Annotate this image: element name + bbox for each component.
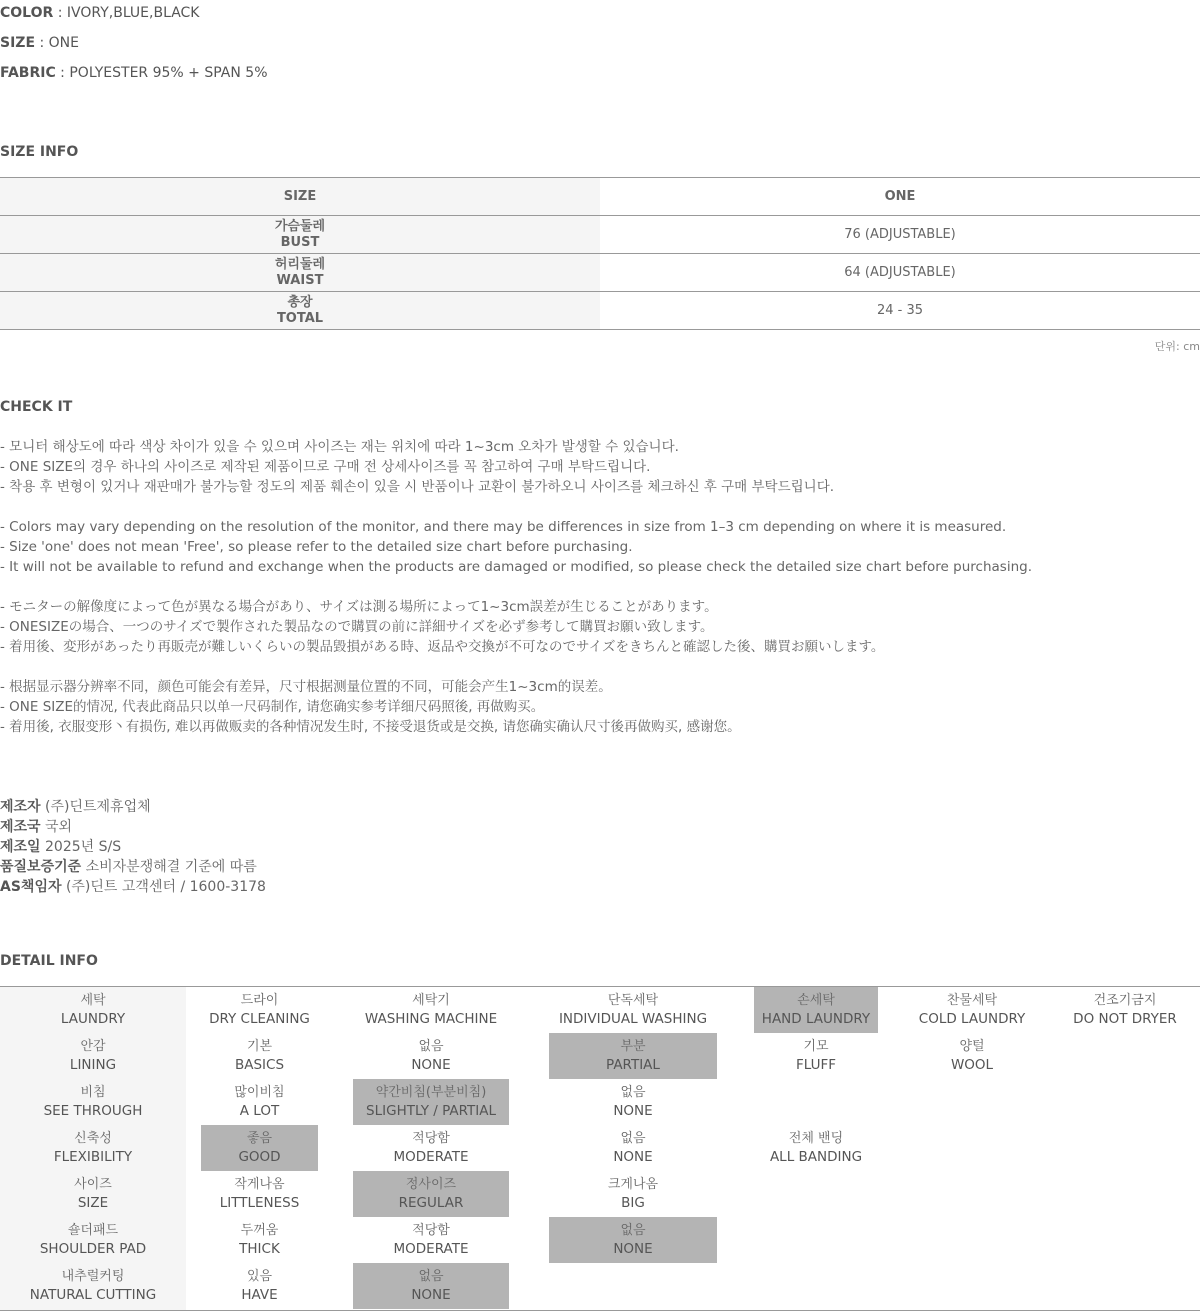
detail-en-label: BASICS (234, 1057, 285, 1073)
detail-row-label (0, 1171, 186, 1217)
detail-ko-label: 내추럴커팅 (61, 1269, 125, 1284)
detail-ko-label: 적당함 (412, 1223, 450, 1238)
note-line: - ONE SIZE的情况, 代表此商品只以单一尺码制作, 请您确实参考详细尺码照後, 再做购买。 (0, 699, 545, 715)
maker-line (0, 817, 266, 837)
detail-en-label: INDIVIDUAL WASHING (558, 1011, 708, 1027)
detail-en-label: LINING (69, 1057, 117, 1073)
detail-ko-label: 전체 밴딩 (788, 1131, 844, 1146)
detail-en-label: DO NOT DRYER (1073, 1011, 1177, 1027)
detail-en-label: NONE (613, 1241, 653, 1257)
detail-option (201, 1263, 318, 1309)
notes-english (0, 517, 1032, 577)
notes-japanese (0, 597, 884, 657)
spec-value: : IVORY,BLUE,BLACK (53, 5, 200, 21)
detail-ko-label: 크게나옴 (607, 1177, 659, 1192)
detail-option (353, 1125, 509, 1171)
detail-option (894, 1033, 1050, 1079)
detail-en-label: NONE (411, 1287, 451, 1303)
measure-en: WAIST (276, 272, 324, 288)
detail-ko-label: 없음 (620, 1131, 646, 1146)
spec-label: SIZE (0, 35, 36, 51)
detail-info-table (0, 986, 1200, 1311)
size-info-title: SIZE INFO (0, 144, 79, 160)
maker-value: (주)딘트제휴업체 (40, 799, 151, 815)
unit-note: 단위: cm (1154, 340, 1200, 353)
detail-ko-label: 세탁기 (412, 993, 450, 1008)
notes-chinese (0, 677, 741, 737)
manufacturer-info (0, 797, 266, 897)
maker-line (0, 877, 266, 897)
detail-row-label (0, 987, 186, 1033)
detail-option-selected (549, 1033, 717, 1079)
detail-ko-label: 없음 (418, 1269, 444, 1284)
spec-color (0, 3, 199, 23)
spec-value: : POLYESTER 95% + SPAN 5% (55, 65, 268, 81)
note-line: - ONE SIZE의 경우 하나의 사이즈로 제작된 제품이므로 구매 전 상세사이즈를 꼭 참고하여 구매 부탁드립니다. (0, 459, 651, 475)
detail-ko-label: 적당함 (412, 1131, 450, 1146)
detail-option (894, 987, 1050, 1033)
spec-value: : ONE (35, 35, 79, 51)
detail-option (549, 1171, 717, 1217)
size-table-header (0, 178, 1200, 216)
detail-en-label: HAVE (241, 1287, 278, 1303)
measure-label (0, 254, 600, 291)
measure-ko: 가슴둘레 (274, 218, 326, 234)
maker-value: 국외 (40, 819, 73, 835)
note-line: - Colors may vary depending on the resolution of the monitor, and there may be differences in size from 1–3 cm depending on where it is measured. (0, 519, 1007, 535)
detail-row-label (0, 1217, 186, 1263)
measure-value: 76 (ADJUSTABLE) (844, 227, 956, 242)
detail-ko-label: 양털 (959, 1039, 985, 1054)
detail-ko-label: 숄더패드 (67, 1223, 119, 1238)
detail-ko-label: 세탁 (80, 993, 106, 1008)
detail-en-label: WASHING MACHINE (364, 1011, 498, 1027)
detail-en-label: NONE (411, 1057, 451, 1073)
detail-en-label: GOOD (238, 1149, 281, 1165)
detail-ko-label: 단독세탁 (607, 993, 659, 1008)
detail-en-label: MODERATE (393, 1241, 469, 1257)
size-row-waist (0, 254, 1200, 292)
note-line: - モニターの解像度によって色が異なる場合があり、サイズは測る場所によって1~3cm誤差が生じることがあります。 (0, 599, 718, 615)
detail-option-selected (201, 1125, 318, 1171)
detail-en-label: SEE THROUGH (43, 1103, 143, 1119)
detail-ko-label: 비침 (80, 1085, 106, 1100)
detail-en-label: NONE (613, 1103, 653, 1119)
detail-ko-label: 많이비침 (234, 1085, 285, 1100)
detail-ko-label: 없음 (418, 1039, 444, 1054)
detail-row-label (0, 1263, 186, 1309)
spec-label: COLOR (0, 5, 54, 21)
detail-en-label: WOOL (950, 1057, 994, 1073)
detail-en-label: DRY CLEANING (209, 1011, 310, 1027)
maker-line (0, 857, 266, 877)
detail-ko-label: 안감 (80, 1039, 106, 1054)
detail-ko-label: 기모 (803, 1039, 829, 1054)
detail-option (353, 987, 509, 1033)
detail-ko-label: 두꺼움 (240, 1223, 279, 1238)
measure-en: BUST (280, 234, 320, 250)
detail-option (353, 1217, 509, 1263)
detail-ko-label: 없음 (620, 1223, 646, 1238)
note-line: - It will not be available to refund and exchange when the products are damaged or modified, so please check the detailed size chart before purchasing. (0, 559, 1032, 575)
measure-value: 64 (ADJUSTABLE) (844, 265, 956, 280)
detail-option-selected (353, 1171, 509, 1217)
detail-row-label (0, 1079, 186, 1125)
spec-label: FABRIC (0, 65, 56, 81)
maker-key: AS책임자 (0, 879, 62, 895)
detail-option-selected (549, 1217, 717, 1263)
detail-en-label: NONE (613, 1149, 653, 1165)
detail-ko-label: 약간비침(부분비침) (375, 1085, 487, 1100)
detail-en-label: PARTIAL (606, 1057, 660, 1073)
detail-ko-label: 없음 (620, 1085, 646, 1100)
check-it-title: CHECK IT (0, 399, 73, 415)
detail-option-selected (353, 1263, 509, 1309)
detail-option (549, 1125, 717, 1171)
detail-option (549, 987, 717, 1033)
detail-en-label: NATURAL CUTTING (29, 1287, 157, 1303)
detail-option (353, 1033, 509, 1079)
detail-option (201, 1217, 318, 1263)
note-line: - ONESIZEの場合、一つのサイズで製作された製品なので購買の前に詳細サイズを必ず参考して購買お願い致します。 (0, 619, 714, 635)
detail-option (549, 1079, 717, 1125)
detail-ko-label: 작게나옴 (234, 1177, 285, 1192)
note-line: - 着用後、変形があったり再販売が難しいくらいの製品毀損がある時、返品や交換が不可なのでサイズをきちんと確認した後、購買お願いします。 (0, 639, 885, 655)
detail-ko-label: 사이즈 (74, 1177, 112, 1192)
measure-label (0, 216, 600, 253)
detail-ko-label: 신축성 (74, 1131, 112, 1146)
measure-en: TOTAL (276, 310, 324, 326)
size-header-label: SIZE (0, 178, 600, 215)
detail-en-label: ALL BANDING (769, 1149, 863, 1165)
detail-en-label: SHOULDER PAD (39, 1241, 147, 1257)
spec-size (0, 33, 79, 53)
detail-ko-label: 있음 (246, 1269, 273, 1284)
maker-key: 제조일 (0, 839, 41, 855)
detail-ko-label: 드라이 (240, 993, 279, 1008)
detail-en-label: SLIGHTLY / PARTIAL (366, 1103, 496, 1119)
note-line: - 착용 후 변형이 있거나 재판매가 불가능할 정도의 제품 훼손이 있을 시 반품이나 교환이 불가하오니 사이즈를 체크하신 후 구매 부탁드립니다. (0, 479, 835, 495)
detail-option (201, 1033, 318, 1079)
size-row-total (0, 292, 1200, 330)
size-header-value: ONE (884, 189, 916, 204)
maker-key: 제조국 (0, 819, 41, 835)
detail-option-selected (353, 1079, 509, 1125)
note-line: - 모니터 해상도에 따라 색상 차이가 있을 수 있으며 사이즈는 재는 위치에 따라 1~3cm 오차가 발생할 수 있습니다. (0, 439, 679, 455)
detail-ko-label: 부분 (620, 1039, 646, 1054)
detail-en-label: BIG (621, 1195, 645, 1211)
maker-value: 2025년 S/S (40, 839, 122, 855)
maker-value: (주)딘트 고객센터 / 1600-3178 (61, 879, 266, 895)
detail-en-label: FLUFF (795, 1057, 837, 1073)
maker-key: 품질보증기준 (0, 859, 82, 875)
detail-ko-label: 기본 (246, 1039, 273, 1054)
note-line: - 根据显示器分辨率不同，颜色可能会有差异，尺寸根据测量位置的不同，可能会产生1~3cm的误差。 (0, 679, 612, 695)
detail-ko-label: 좋음 (246, 1131, 273, 1146)
maker-value: 소비자분쟁해결 기준에 따름 (81, 859, 257, 875)
detail-en-label: MODERATE (393, 1149, 469, 1165)
detail-en-label: SIZE (77, 1195, 109, 1211)
detail-en-label: COLD LAUNDRY (918, 1011, 1026, 1027)
detail-row-label (0, 1125, 186, 1171)
detail-info-title: DETAIL INFO (0, 953, 98, 969)
detail-option (1050, 987, 1200, 1033)
measure-ko: 총장 (287, 294, 313, 310)
spec-fabric (0, 63, 268, 83)
note-line: - Size 'one' does not mean 'Free', so please refer to the detailed size chart before purchasing. (0, 539, 633, 555)
detail-en-label: A LOT (239, 1103, 280, 1119)
detail-ko-label: 손세탁 (797, 993, 835, 1008)
detail-option (201, 987, 318, 1033)
detail-en-label: REGULAR (398, 1195, 464, 1211)
detail-ko-label: 건조기금지 (1093, 993, 1157, 1008)
maker-line (0, 837, 266, 857)
detail-row-label (0, 1033, 186, 1079)
detail-option (201, 1079, 318, 1125)
detail-en-label: FLEXIBILITY (53, 1149, 133, 1165)
measure-ko: 허리둘레 (274, 256, 326, 272)
notes-korean (0, 437, 834, 497)
size-row-bust (0, 216, 1200, 254)
detail-en-label: LITTLENESS (219, 1195, 300, 1211)
detail-en-label: HAND LAUNDRY (761, 1011, 871, 1027)
detail-ko-label: 정사이즈 (405, 1177, 457, 1192)
maker-line (0, 797, 266, 817)
detail-option (754, 1125, 878, 1171)
size-table (0, 177, 1200, 330)
maker-key: 제조자 (0, 799, 41, 815)
detail-option-selected (754, 987, 878, 1033)
detail-en-label: LAUNDRY (60, 1011, 126, 1027)
measure-label (0, 292, 600, 329)
measure-value: 24 - 35 (876, 303, 924, 318)
detail-ko-label: 찬물세탁 (946, 993, 998, 1008)
detail-option (201, 1171, 318, 1217)
detail-option (754, 1033, 878, 1079)
note-line: - 着用後, 衣服变形丶有损伤, 难以再做贩卖的各种情况发生时, 不接受退货或是交换, 请您确实确认尺寸後再做购买, 感谢您。 (0, 719, 741, 735)
detail-en-label: THICK (239, 1241, 280, 1257)
